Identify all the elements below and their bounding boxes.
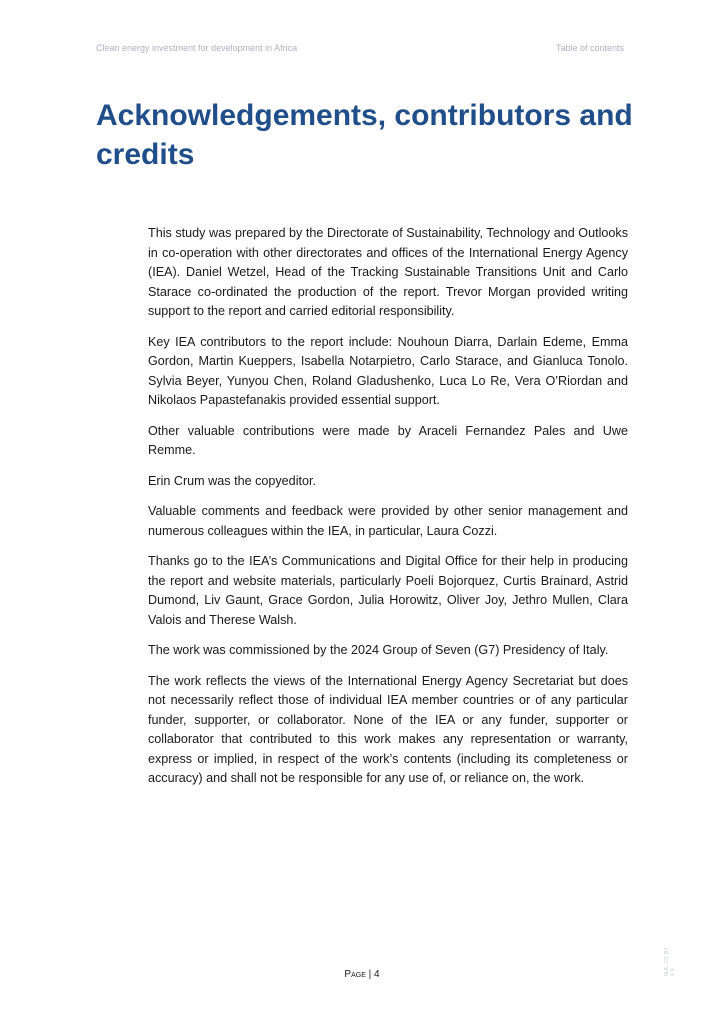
paragraph: Erin Crum was the copyeditor. [148, 473, 316, 488]
page-footer [0, 969, 724, 980]
report-title: Clean energy investment for development in Africa [96, 43, 298, 53]
page-title: Acknowledgements, contributors and credits [96, 99, 633, 171]
paragraph: The work reflects the views of the International Energy Agency Secretariat but does not necessarily reflect those of individual IEA member countries or of any particular funder, supporter, or collaborator. None of the IEA or any funder, supporter or collaborator that contributed to this work makes any representation or warranty, express or implied, in respect of the work’s contents (including its completeness or accuracy) and shall not be responsible for any use of, or reliance on, the work. [148, 673, 628, 785]
page-number: 4 [374, 969, 380, 980]
paragraph: Key IEA contributors to the report include: Nouhoun Diarra, Darlain Edeme, Emma Gordon, Martin Kueppers, Isabella Notarpietro, Carlo Starace, and Gianluca Tonolo. Sylvia Beyer, Yunyou Chen, Roland Gladushenko, Luca Lo Re, Vera O’Riordan and Nikolaos Papastefanakis provided essential support. [148, 334, 628, 407]
paragraph: This study was prepared by the Directorate of Sustainability, Technology and Outlooks in co-operation with other directorates and offices of the International Energy Agency (IEA). Daniel Wetzel, Head of the Tracking Sustainable Transitions Unit and Carlo Starace co-ordinated the production of the report. Trevor Morgan provided writing support to the report and carried editorial responsibility. [148, 226, 628, 318]
page-separator: | [368, 969, 372, 980]
paragraph: Thanks go to the IEA’s Communications and Digital Office for their help in producing the report and website materials, particularly Poeli Bojorquez, Curtis Brainard, Astrid Dumond, Liv Gaunt, Grace Gordon, Julia Horowitz, Oliver Joy, Jethro Mullen, Clara Valois and Therese Walsh. [148, 554, 628, 627]
running-header [96, 43, 624, 53]
license-mark: IEA. CC BY 4.0. [664, 946, 676, 976]
paragraph: Valuable comments and feedback were provided by other senior management and numerous colleagues within the IEA, in particular, Laura Cozzi. [148, 504, 628, 538]
paragraph: The work was commissioned by the 2024 Group of Seven (G7) Presidency of Italy. [148, 643, 609, 657]
body-text [148, 224, 628, 800]
page-label: Page [344, 969, 366, 980]
paragraph: Other valuable contributions were made by Araceli Fernandez Pales and Uwe Remme. [148, 423, 628, 457]
table-of-contents-link[interactable]: Table of contents [555, 43, 624, 53]
